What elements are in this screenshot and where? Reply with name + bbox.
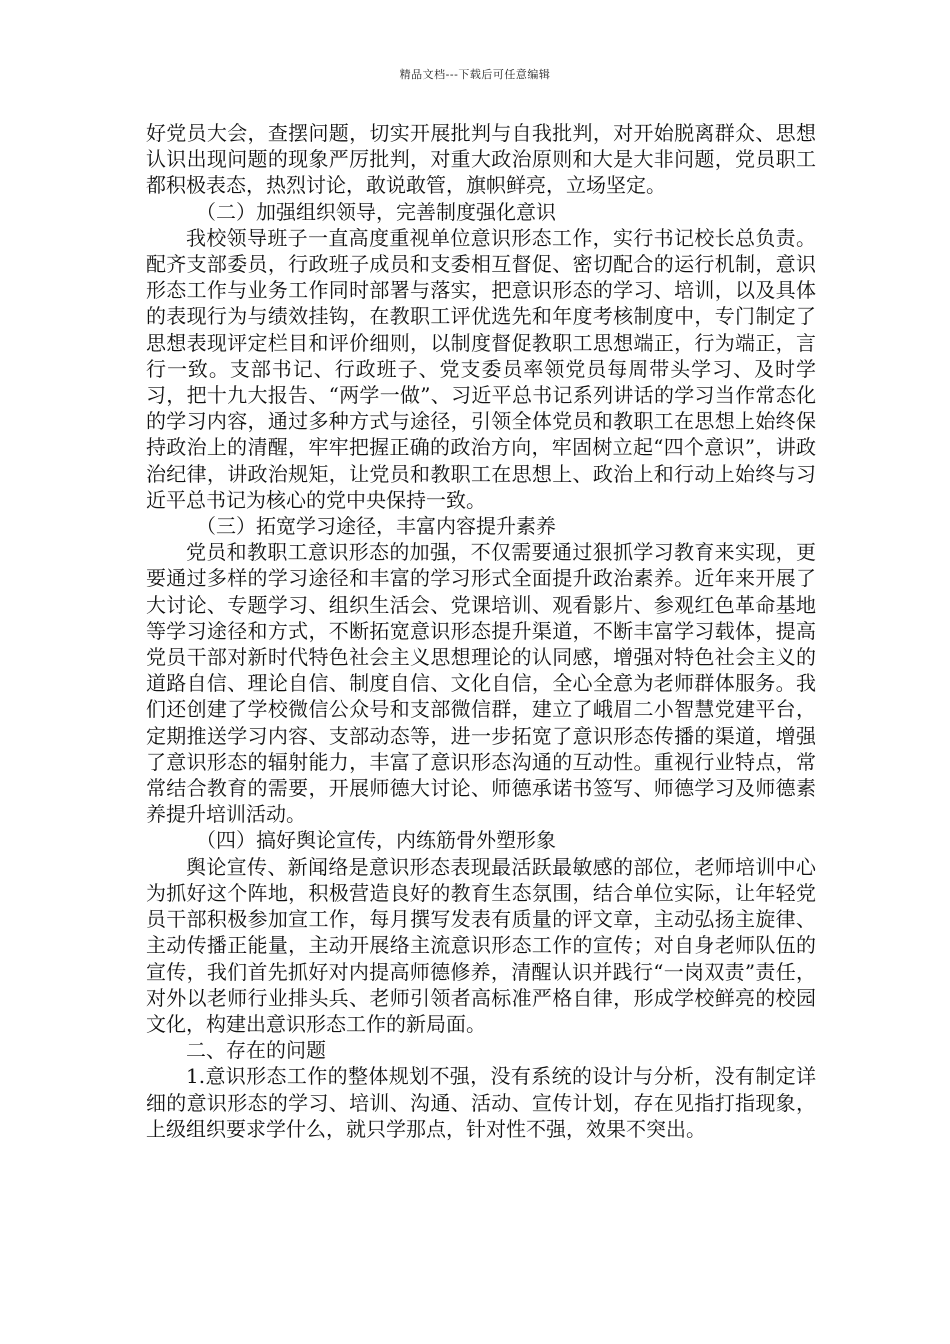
- paragraph-publicity: 舆论宣传、新闻络是意识形态表现最活跃最敏感的部位，老师培训中心为抓好这个阵地，积极营造良好的教育生态氛围，结合单位实际，让年轻党员干部积极参加宣工作，每月撰写发表有质量的评文章，主动弘扬主旋律、主动传播正能量，主动开展络主流意识形态工作的宣传；对自身老师队伍的宣传，我们首先抓好对内提高师德修养，清醒认识并践行“一岗双责”责任，对外以老师行业排头兵、老师引领者高标准严格自律，形成学校鲜亮的校园文化，构建出意识形态工作的新局面。: [146, 854, 816, 1036]
- section-heading-problems: 二、存在的问题: [186, 1038, 326, 1063]
- section-heading-3: （三）拓宽学习途径，丰富内容提升素养: [196, 514, 556, 539]
- section-heading-2: （二）加强组织领导，完善制度强化意识: [196, 199, 556, 224]
- paragraph-organization: 我校领导班子一直高度重视单位意识形态工作，实行书记校长总负责。配齐支部委员，行政班子成员和支委相互督促、密切配合的运行机制，意识形态工作与业务工作同时部署与落实，把意识形态的学习、培训，以及具体的表现行为与绩效挂钩，在教职工评优选先和年度考核制度中，专门制定了思想表现评定栏目和评价细则，以制度督促教职工思想端正，行为端正，言行一致。支部书记、行政班子、党支委员率领党员每周带头学习、及时学习，把十九大报告、“两学一做”、习近平总书记系列讲话的学习当作常态化的学习内容，通过多种方式与途径，引领全体党员和教职工在思想上始终保持政治上的清醒，牢牢把握正确的政治方向，牢固树立起“四个意识”，讲政治纪律，讲政治规矩，让党员和教职工在思想上、政治上和行动上始终与习近平总书记为核心的党中央保持一致。: [146, 225, 816, 512]
- document-body: [146, 120, 816, 1142]
- section-heading-4: （四）搞好舆论宣传，内练筋骨外塑形象: [196, 828, 556, 853]
- paragraph-continuation: 好党员大会，查摆问题，切实开展批判与自我批判，对开始脱离群众、思想认识出现问题的现象严厉批判，对重大政治原则和大是大非问题，党员职工都积极表态，热烈讨论，敢说敢管，旗帜鲜亮，立场坚定。: [146, 121, 816, 198]
- page-header: 精品文档---下载后可任意编辑: [399, 68, 551, 81]
- paragraph-problem-1: 1.意识形态工作的整体规划不强，没有系统的设计与分析，没有制定详细的意识形态的学习、培训、沟通、活动、宣传计划，存在见指打指现象，上级组织要求学什么，就只学那点，针对性不强，效果不突出。: [146, 1064, 816, 1141]
- paragraph-learning: 党员和教职工意识形态的加强，不仅需要通过狠抓学习教育来实现，更要通过多样的学习途径和丰富的学习形式全面提升政治素养。近年来开展了大讨论、专题学习、组织生活会、党课培训、观看影片、参观红色革命基地等学习途径和方式，不断拓宽意识形态提升渠道，不断丰富学习载体，提高党员干部对新时代特色社会主义思想理论的认同感，增强对特色社会主义的道路自信、理论自信、制度自信、文化自信，全心全意为老师群体服务。我们还创建了学校微信公众号和支部微信群，建立了峨眉二小智慧党建平台，定期推送学习内容、支部动态等，进一步拓宽了意识形态传播的渠道，增强了意识形态的辐射能力，丰富了意识形态沟通的互动性。重视行业特点，常常结合教育的需要，开展师德大讨论、师德承诺书签写、师德学习及师德素养提升培训活动。: [146, 540, 816, 827]
